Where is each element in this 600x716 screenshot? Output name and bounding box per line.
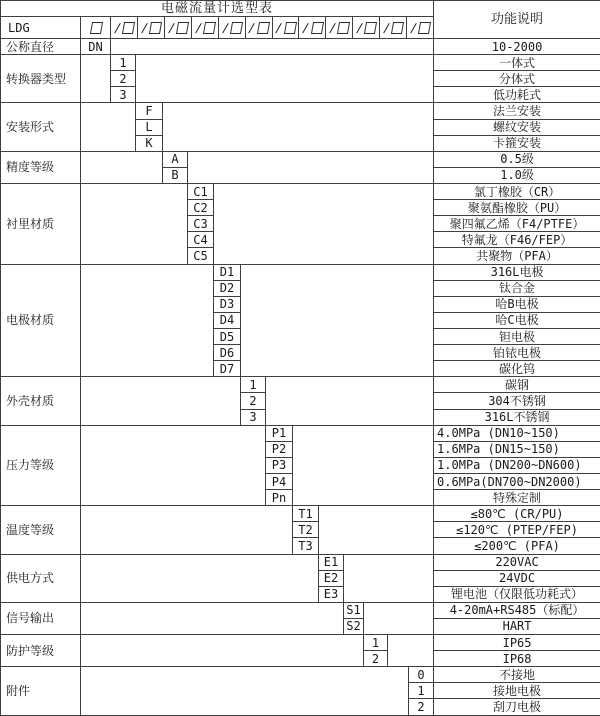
spacer-cell (81, 183, 188, 264)
option-description: 不接地 (434, 667, 600, 683)
option-description: 0.6MPa(DN700~DN2000) (434, 473, 600, 489)
category-label: 附件 (1, 667, 81, 716)
option-description: 24VDC (434, 570, 600, 586)
option-description: 低功耗式 (434, 87, 600, 103)
option-code: 1 (111, 55, 136, 71)
option-code: T1 (293, 506, 319, 522)
option-description: 碳钢 (434, 377, 600, 393)
model-slot (164, 17, 191, 38)
option-description: 特殊定制 (434, 490, 600, 506)
option-code: D5 (214, 328, 241, 344)
slash-separator: / (382, 20, 392, 35)
option-description: 锂电池（仅限低功耗式） (434, 586, 600, 602)
option-description: 卡箍安装 (434, 135, 600, 151)
option-code: 2 (409, 699, 434, 716)
slash-separator: / (220, 20, 230, 35)
spacer-cell (81, 55, 111, 103)
option-code: D1 (214, 264, 241, 280)
category-label: 电极材质 (1, 264, 81, 377)
slash-separator: / (328, 20, 338, 35)
spacer-cell (81, 602, 344, 634)
model-slot (111, 17, 137, 38)
option-code: 2 (241, 393, 266, 409)
spacer-cell (81, 103, 136, 151)
option-code: D3 (214, 296, 241, 312)
option-description: 304不锈钢 (434, 393, 600, 409)
model-slot (379, 17, 406, 38)
code-box-icon (364, 22, 377, 34)
option-code: E2 (319, 570, 344, 586)
code-box-icon (122, 22, 135, 34)
spacer-cell (81, 425, 266, 506)
spacer-cell (111, 39, 434, 55)
model-slot (191, 17, 218, 38)
option-code: C4 (188, 232, 214, 248)
option-description: 哈B电极 (434, 296, 600, 312)
code-box-icon (230, 22, 243, 34)
option-description: 220VAC (434, 554, 600, 570)
option-code: E1 (319, 554, 344, 570)
option-code: 1 (241, 377, 266, 393)
spacer-cell (388, 635, 434, 667)
option-description: 10-2000 (434, 39, 600, 55)
option-code: 3 (111, 87, 136, 103)
option-description: 钛合金 (434, 280, 600, 296)
option-code: S2 (344, 618, 364, 634)
slash-separator: / (113, 20, 122, 35)
code-box-icon (310, 22, 323, 34)
category-label: 压力等级 (1, 425, 81, 506)
option-code: T3 (293, 538, 319, 554)
option-code: 3 (241, 409, 266, 425)
slash-separator: / (274, 20, 284, 35)
spacer-cell (81, 635, 364, 667)
model-slot (245, 17, 272, 38)
slash-separator: / (355, 20, 365, 35)
slash-separator: / (140, 20, 149, 35)
option-description: 法兰安装 (434, 103, 600, 119)
model-slot (298, 17, 325, 38)
option-description: 特氟龙（F46/FEP） (434, 232, 600, 248)
option-description: ≤200℃ (PFA) (434, 538, 600, 554)
category-label: 信号输出 (1, 602, 81, 634)
option-description: ≤120℃ (PTEP/FEP) (434, 522, 600, 538)
model-slot (218, 17, 245, 38)
spacer-cell (188, 151, 434, 183)
option-description: 316L电极 (434, 264, 600, 280)
table-title: 电磁流量计选型表 (1, 1, 434, 17)
option-code: D6 (214, 345, 241, 361)
function-column-header: 功能说明 (434, 1, 600, 39)
option-code: P4 (266, 473, 293, 489)
option-description: 螺纹安装 (434, 119, 600, 135)
spacer-cell (293, 425, 434, 506)
model-slot (272, 17, 299, 38)
option-description: 哈C电极 (434, 312, 600, 328)
option-code: C5 (188, 248, 214, 264)
option-code: 0 (409, 667, 434, 683)
option-description: 碳化钨 (434, 361, 600, 377)
model-prefix: LDG (1, 17, 81, 39)
option-code: S1 (344, 602, 364, 618)
category-label: 供电方式 (1, 554, 81, 602)
spacer-cell (81, 151, 163, 183)
category-label: 防护等级 (1, 635, 81, 667)
option-code: A (163, 151, 188, 167)
option-description: IP65 (434, 635, 600, 651)
option-description: 氯丁橡胶（CR） (434, 183, 600, 199)
option-code: B (163, 167, 188, 183)
option-code: C3 (188, 216, 214, 232)
option-code: E3 (319, 586, 344, 602)
option-description: HART (434, 618, 600, 634)
model-slots (111, 17, 433, 38)
spacer-cell (81, 264, 214, 377)
option-description: 一体式 (434, 55, 600, 71)
option-code: C2 (188, 200, 214, 216)
model-slot (137, 17, 164, 38)
option-description: 钽电极 (434, 328, 600, 344)
option-description: 316L不锈钢 (434, 409, 600, 425)
option-code: F (136, 103, 163, 119)
category-label: 安装形式 (1, 103, 81, 151)
option-description: IP68 (434, 651, 600, 667)
option-code: D4 (214, 312, 241, 328)
category-label: 外壳材质 (1, 377, 81, 425)
slash-separator: / (301, 20, 311, 35)
model-box-cell (81, 17, 111, 39)
option-code: P3 (266, 457, 293, 473)
option-code: D2 (214, 280, 241, 296)
model-slot (406, 17, 433, 38)
option-description: 0.5级 (434, 151, 600, 167)
code-box-icon (149, 22, 162, 34)
model-slot-row (111, 17, 434, 39)
option-code: L (136, 119, 163, 135)
option-description: ≤80℃ (CR/PU) (434, 506, 600, 522)
option-description: 分体式 (434, 71, 600, 87)
slash-separator: / (193, 20, 203, 35)
slash-separator: / (409, 20, 418, 35)
spacer-cell (364, 602, 434, 634)
spacer-cell (81, 377, 241, 425)
option-code: T2 (293, 522, 319, 538)
option-code: 2 (364, 651, 388, 667)
spacer-cell (344, 554, 434, 602)
spacer-cell (81, 667, 409, 716)
category-label: 衬里材质 (1, 183, 81, 264)
spacer-cell (266, 377, 434, 425)
option-description: 聚四氟乙烯（F4/PTFE） (434, 216, 600, 232)
spacer-cell (81, 554, 319, 602)
category-label: 精度等级 (1, 151, 81, 183)
option-code: P1 (266, 425, 293, 441)
code-box-icon (203, 22, 216, 34)
option-code: P2 (266, 441, 293, 457)
spacer-cell (163, 103, 434, 151)
spacer-cell (81, 506, 293, 554)
option-description: 1.6MPa (DN15~150) (434, 441, 600, 457)
option-description: 4.0MPa (DN10~150) (434, 425, 600, 441)
option-description: 1.0级 (434, 167, 600, 183)
option-code: 1 (409, 683, 434, 699)
category-label: 公称直径 (1, 39, 81, 55)
option-code: 1 (364, 635, 388, 651)
option-description: 4-20mA+RS485（标配） (434, 602, 600, 618)
option-description: 刮刀电极 (434, 699, 600, 716)
option-code: C1 (188, 183, 214, 199)
option-description: 1.0MPa (DN200~DN600) (434, 457, 600, 473)
code-box-icon (90, 22, 103, 34)
slash-separator: / (247, 20, 257, 35)
option-code: D7 (214, 361, 241, 377)
spacer-cell (136, 55, 434, 103)
category-label: 温度等级 (1, 506, 81, 554)
model-slot (352, 17, 379, 38)
spacer-cell (214, 183, 434, 264)
option-description: 聚氨酯橡胶（PU） (434, 200, 600, 216)
option-code: DN (81, 39, 111, 55)
spacer-cell (319, 506, 434, 554)
option-code: 2 (111, 71, 136, 87)
option-description: 共聚物（PFA） (434, 248, 600, 264)
code-box-icon (284, 22, 297, 34)
slash-separator: / (166, 20, 176, 35)
option-code: K (136, 135, 163, 151)
option-description: 铂铱电极 (434, 345, 600, 361)
code-box-icon (176, 22, 189, 34)
code-box-icon (418, 22, 431, 34)
code-box-icon (257, 22, 270, 34)
option-description: 接地电极 (434, 683, 600, 699)
category-label: 转换器类型 (1, 55, 81, 103)
spacer-cell (241, 264, 434, 377)
code-box-icon (337, 22, 350, 34)
model-slot (325, 17, 352, 38)
option-code: Pn (266, 490, 293, 506)
code-box-icon (391, 22, 404, 34)
